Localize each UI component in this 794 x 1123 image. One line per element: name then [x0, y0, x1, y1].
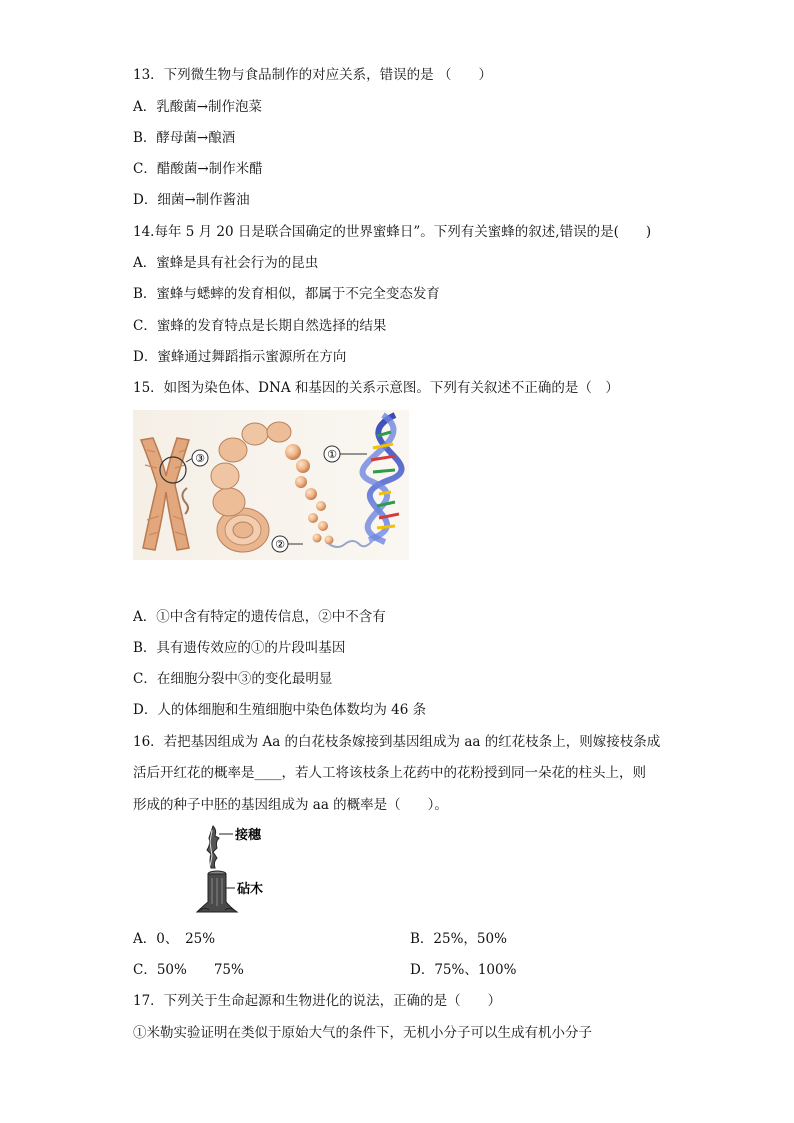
q16-option-a: A．0、 25%: [133, 931, 216, 947]
rootstock-shape: [197, 871, 237, 912]
q16-stem-line-3: 形成的种子中胚的基因组成为 aa 的概率是（ ）。: [133, 797, 448, 813]
label-3: ③: [195, 452, 205, 465]
grafting-figure: [195, 822, 285, 916]
q17-statement-1: ①米勒实验证明在类似于原始大气的条件下，无机小分子可以生成有机小分子: [133, 1025, 592, 1041]
grafting-svg: [195, 822, 285, 916]
q16-option-c: C．50% 75%: [133, 962, 244, 978]
q15-option-d: D．人的体细胞和生殖细胞中染色体数均为 46 条: [133, 702, 427, 718]
q14-option-d: D．蜜蜂通过舞蹈指示蜜源所在方向: [133, 349, 347, 365]
q14-option-b: B．蜜蜂与蟋蟀的发育相似，都属于不完全变态发育: [133, 286, 440, 302]
q13-option-b: B．酵母菌→酿酒: [133, 130, 236, 146]
q13-stem: 13．下列微生物与食品制作的对应关系，错误的是 （ ）: [133, 67, 492, 83]
q15-option-c: C．在细胞分裂中③的变化最明显: [133, 671, 333, 687]
label-2: ②: [275, 538, 285, 551]
q13-option-d: D．细菌→制作酱油: [133, 192, 250, 208]
chromosome-dna-gene-svg: [133, 410, 409, 560]
q14-stem: 14.每年 5 月 20 日是联合国确定的世界蜜蜂日”。下列有关蜜蜂的叙述,错误的是( ): [133, 224, 652, 240]
chromosome-dna-gene-figure: [133, 410, 409, 560]
scion-shape: [207, 826, 219, 868]
q14-option-a: A．蜜蜂是具有社会行为的昆虫: [133, 255, 319, 271]
q13-option-a: A．乳酸菌→制作泡菜: [133, 99, 263, 115]
q13-option-c: C．醋酸菌→制作米醋: [133, 161, 263, 177]
q17-stem: 17．下列关于生命起源和生物进化的说法，正确的是（ ）: [133, 993, 502, 1009]
q15-option-a: A．①中含有特定的遗传信息，②中不含有: [133, 609, 386, 625]
label-1: ①: [327, 448, 337, 461]
q15-option-b: B．具有遗传效应的①的片段叫基因: [133, 640, 346, 656]
scion-label: 接穗: [235, 828, 262, 843]
q16-stem-line-1: 16．若把基因组成为 Aa 的白花枝条嫁接到基因组成为 aa 的红花枝条上，则嫁接枝条成: [133, 734, 661, 750]
q14-option-c: C．蜜蜂的发育特点是长期自然选择的结果: [133, 318, 387, 334]
rootstock-label: 砧木: [237, 882, 264, 897]
q16-option-b: B．25%，50%: [410, 931, 507, 947]
q15-stem: 15．如图为染色体、DNA 和基因的关系示意图。下列有关叙述不正确的是（ ）: [133, 380, 619, 396]
q16-stem-line-2: 活后开红花的概率是____，若人工将该枝条上花药中的花粉授到同一朵花的柱头上，则: [133, 765, 646, 781]
q16-option-d: D．75%、100%: [410, 962, 517, 978]
